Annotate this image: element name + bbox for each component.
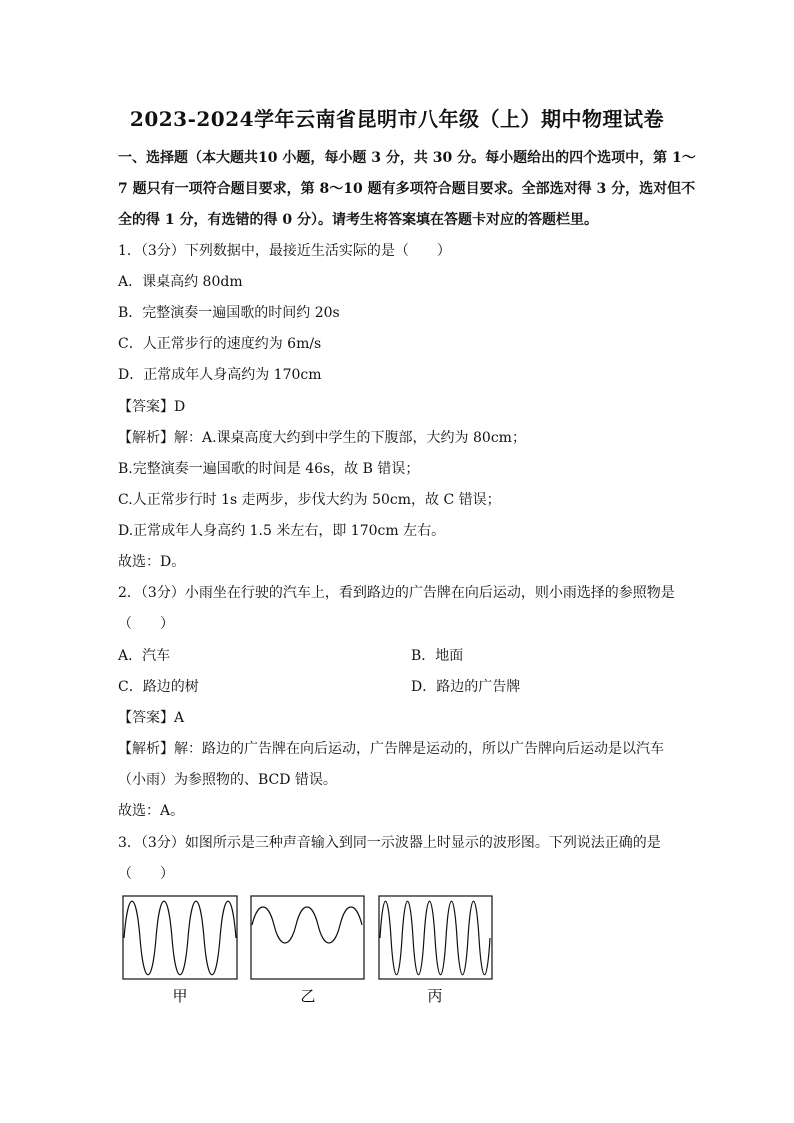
figure-label-yi: 乙 [300, 987, 316, 1005]
figure-label-jia: 甲 [172, 987, 188, 1005]
q1-answer: 【答案】D [118, 399, 186, 415]
q1-option-a: A．课桌高约 80dm [118, 274, 243, 290]
waveform-jia [124, 901, 236, 975]
waveform-figure [122, 895, 494, 1010]
q2-stem-line-1: 2．（3分）小雨坐在行驶的汽车上，看到路边的广告牌在向后运动，则小雨选择的参照物是 [118, 585, 675, 601]
q2-analysis-line-1: 【解析】解：路边的广告牌在向后运动，广告牌是运动的，所以广告牌向后运动是以汽车 [118, 741, 664, 757]
q1-option-b: B．完整演奏一遍国歌的时间约 20s [118, 305, 340, 321]
q1-stem: 1．（3分）下列数据中，最接近生活实际的是（ ） [118, 243, 451, 259]
waveform-yi [252, 907, 362, 943]
q1-analysis-line-2: B.完整演奏一遍国歌的时间是 46s，故 B 错误； [118, 461, 420, 477]
q2-option-b: B．地面 [411, 648, 464, 664]
q2-analysis-line-2: （小雨）为参照物的、BCD 错误。 [118, 772, 337, 788]
q2-choice: 故选：A。 [118, 803, 185, 819]
q2-stem-line-2: （ ） [118, 616, 174, 632]
section-instructions-line-3: 全的得 1 分，有选错的得 0 分）。请考生将答案填在答题卡对应的答题栏里。 [118, 212, 598, 228]
q3-stem-line-2: （ ） [118, 866, 174, 882]
section-instructions-line-2: 7 题只有一项符合题目要求，第 8～10 题有多项符合题目要求。全部选对得 3 分，选对但不 [118, 181, 696, 197]
q2-option-d: D．路边的广告牌 [411, 679, 521, 695]
section-instructions-line-1: 一、选择题（本大题共10 小题，每小题 3 分，共 30 分。每小题给出的四个选项中，第 1～ [118, 150, 696, 166]
page-title: 2023-2024学年云南省昆明市八年级（上）期中物理试卷 [129, 107, 665, 131]
q1-analysis-line-3: C.人正常步行时 1s 走两步，步伐大约为 50cm，故 C 错误； [118, 492, 501, 508]
waveform-bing [380, 901, 490, 975]
q2-answer: 【答案】A [118, 710, 185, 726]
figure-label-bing: 丙 [427, 987, 443, 1005]
q1-analysis-line-4: D.正常成年人身高约 1.5 米左右，即 170cm 左右。 [118, 523, 446, 539]
q1-analysis-line-1: 【解析】解：A.课桌高度大约到中学生的下腹部，大约为 80cm； [118, 430, 526, 446]
q1-choice: 故选：D。 [118, 554, 186, 570]
q3-stem-line-1: 3．（3分）如图所示是三种声音输入到同一示波器上时显示的波形图。下列说法正确的是 [118, 835, 661, 851]
q1-option-d: D．正常成年人身高约为 170cm [118, 367, 322, 383]
q1-option-c: C．人正常步行的速度约为 6m/s [118, 336, 322, 352]
q2-option-c: C．路边的树 [118, 679, 199, 695]
q2-option-a: A．汽车 [118, 648, 171, 664]
